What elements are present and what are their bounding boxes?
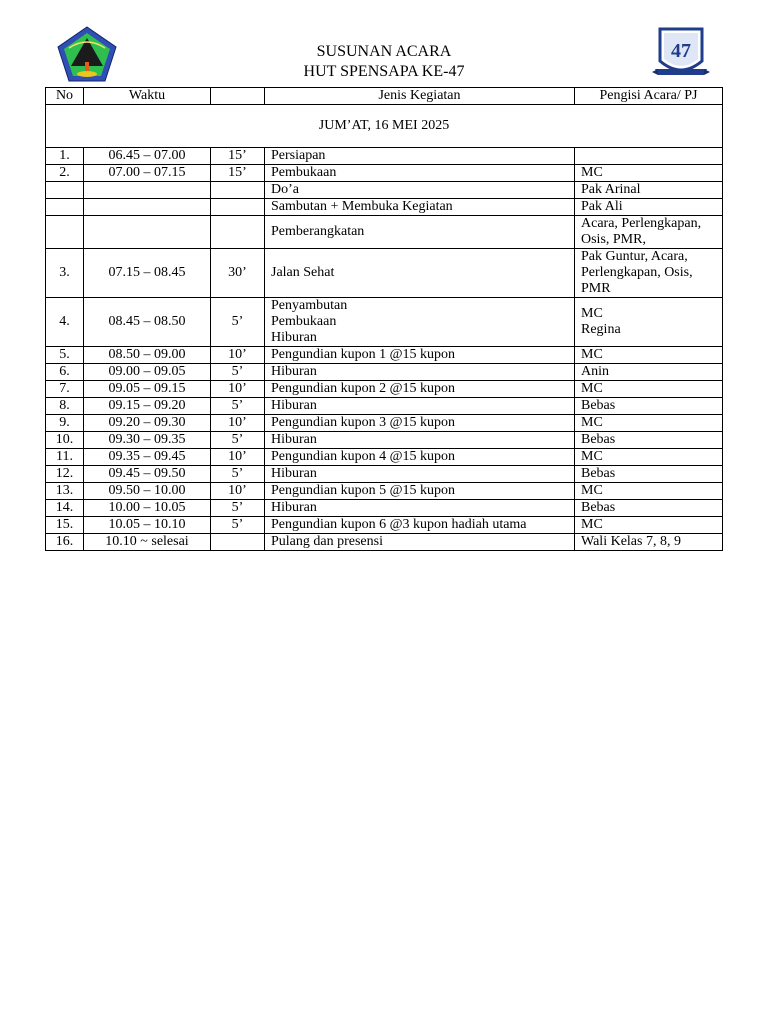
row-person-in-charge xyxy=(575,364,723,381)
row-time: 07.00 – 07.15 xyxy=(84,165,211,182)
row-activity-line: Pengundian kupon 5 @15 kupon xyxy=(271,483,455,498)
row-person-in-charge-line: Pak Guntur, Acara, xyxy=(581,249,688,264)
row-number: 14. xyxy=(46,500,84,517)
row-duration: 5’ xyxy=(211,517,265,534)
row-number: 7. xyxy=(46,381,84,398)
row-activity xyxy=(265,165,575,182)
row-activity-line: Pulang dan presensi xyxy=(271,534,383,549)
row-activity-line: Pembukaan xyxy=(271,165,337,180)
row-activity xyxy=(265,182,575,199)
row-person-in-charge-line: Bebas xyxy=(581,432,616,447)
row-activity-line: Pengundian kupon 2 @15 kupon xyxy=(271,381,455,396)
row-activity-line: Pembukaan xyxy=(271,314,337,329)
table-row xyxy=(46,148,723,165)
table-row xyxy=(46,415,723,432)
row-activity xyxy=(265,216,575,249)
row-activity-line: Do’a xyxy=(271,182,299,197)
row-activity-line: Pengundian kupon 4 @15 kupon xyxy=(271,449,455,464)
column-header-pengisi: Pengisi Acara/ PJ xyxy=(575,88,723,105)
row-number: 8. xyxy=(46,398,84,415)
row-activity xyxy=(265,398,575,415)
table-row xyxy=(46,449,723,466)
row-person-in-charge-line: Wali Kelas 7, 8, 9 xyxy=(581,534,681,549)
row-duration xyxy=(211,182,265,199)
row-time: 06.45 – 07.00 xyxy=(84,148,211,165)
row-activity-line: Sambutan + Membuka Kegiatan xyxy=(271,199,453,214)
row-activity xyxy=(265,432,575,449)
row-duration: 10’ xyxy=(211,381,265,398)
row-person-in-charge-line: MC xyxy=(581,165,603,180)
row-duration: 5’ xyxy=(211,432,265,449)
row-person-in-charge xyxy=(575,415,723,432)
logo-47-text: 47 xyxy=(671,40,691,62)
date-row xyxy=(46,105,723,148)
row-person-in-charge xyxy=(575,483,723,500)
row-person-in-charge xyxy=(575,298,723,347)
row-duration: 5’ xyxy=(211,500,265,517)
row-time: 10.10 ~ selesai xyxy=(84,534,211,551)
row-person-in-charge xyxy=(575,432,723,449)
table-row xyxy=(46,398,723,415)
row-duration: 5’ xyxy=(211,298,265,347)
row-person-in-charge-line: Regina xyxy=(581,322,621,337)
row-activity-line: Hiburan xyxy=(271,330,317,345)
table-row xyxy=(46,534,723,551)
row-duration xyxy=(211,199,265,216)
table-row xyxy=(46,381,723,398)
row-person-in-charge xyxy=(575,534,723,551)
row-activity xyxy=(265,381,575,398)
row-activity-line: Hiburan xyxy=(271,364,317,379)
row-activity-line: Penyambutan xyxy=(271,298,348,313)
column-header-waktu: Waktu xyxy=(84,88,211,105)
row-activity xyxy=(265,500,575,517)
row-activity xyxy=(265,249,575,298)
table-row xyxy=(46,182,723,199)
row-number: 13. xyxy=(46,483,84,500)
row-person-in-charge xyxy=(575,466,723,483)
row-activity xyxy=(265,364,575,381)
row-time: 09.45 – 09.50 xyxy=(84,466,211,483)
row-duration xyxy=(211,216,265,249)
row-person-in-charge xyxy=(575,347,723,364)
table-row xyxy=(46,347,723,364)
date-label: JUM’AT, 16 MEI 2025 xyxy=(46,105,723,148)
row-duration: 10’ xyxy=(211,415,265,432)
row-number: 12. xyxy=(46,466,84,483)
table-row xyxy=(46,216,723,249)
row-time: 10.00 – 10.05 xyxy=(84,500,211,517)
row-activity xyxy=(265,517,575,534)
row-duration: 10’ xyxy=(211,483,265,500)
row-time: 09.00 – 09.05 xyxy=(84,364,211,381)
row-person-in-charge-line: MC xyxy=(581,483,603,498)
document-subtitle: HUT SPENSAPA KE-47 xyxy=(303,63,465,80)
row-person-in-charge xyxy=(575,216,723,249)
table-row xyxy=(46,483,723,500)
row-number xyxy=(46,199,84,216)
document-title: SUSUNAN ACARA xyxy=(316,43,452,60)
row-person-in-charge-line: Anin xyxy=(581,364,609,379)
row-duration: 10’ xyxy=(211,347,265,364)
table-row xyxy=(46,165,723,182)
row-number: 10. xyxy=(46,432,84,449)
row-number: 9. xyxy=(46,415,84,432)
row-person-in-charge-line: MC xyxy=(581,306,603,321)
row-duration: 5’ xyxy=(211,466,265,483)
row-number: 11. xyxy=(46,449,84,466)
row-duration xyxy=(211,534,265,551)
row-activity-line: Jalan Sehat xyxy=(271,265,335,280)
table-row xyxy=(46,466,723,483)
table-header-row xyxy=(46,88,723,105)
row-person-in-charge xyxy=(575,398,723,415)
row-number xyxy=(46,216,84,249)
row-time: 07.15 – 08.45 xyxy=(84,249,211,298)
row-person-in-charge-line: MC xyxy=(581,381,603,396)
row-activity xyxy=(265,148,575,165)
row-person-in-charge-line: Pak Ali xyxy=(581,199,623,214)
row-activity xyxy=(265,298,575,347)
row-activity xyxy=(265,483,575,500)
row-activity xyxy=(265,466,575,483)
row-time: 10.05 – 10.10 xyxy=(84,517,211,534)
table-row xyxy=(46,364,723,381)
row-time: 09.15 – 09.20 xyxy=(84,398,211,415)
column-header-kegiatan: Jenis Kegiatan xyxy=(265,88,575,105)
table-row xyxy=(46,432,723,449)
row-person-in-charge-line: Bebas xyxy=(581,466,616,481)
row-duration: 30’ xyxy=(211,249,265,298)
row-number xyxy=(46,182,84,199)
row-duration: 5’ xyxy=(211,364,265,381)
row-time: 09.50 – 10.00 xyxy=(84,483,211,500)
row-activity xyxy=(265,415,575,432)
row-number: 3. xyxy=(46,249,84,298)
row-person-in-charge-line: MC xyxy=(581,415,603,430)
row-duration: 15’ xyxy=(211,165,265,182)
table-row xyxy=(46,500,723,517)
schedule-table xyxy=(45,87,723,551)
row-person-in-charge xyxy=(575,182,723,199)
row-time: 09.35 – 09.45 xyxy=(84,449,211,466)
row-activity-line: Pemberangkatan xyxy=(271,224,365,239)
row-activity-line: Pengundian kupon 6 @3 kupon hadiah utama xyxy=(271,517,527,532)
row-number: 2. xyxy=(46,165,84,182)
row-time: 09.30 – 09.35 xyxy=(84,432,211,449)
row-activity xyxy=(265,449,575,466)
row-time xyxy=(84,182,211,199)
row-person-in-charge-line: PMR xyxy=(581,281,611,296)
row-activity-line: Pengundian kupon 1 @15 kupon xyxy=(271,347,455,362)
row-time xyxy=(84,216,211,249)
row-activity-line: Hiburan xyxy=(271,398,317,413)
row-person-in-charge-line: MC xyxy=(581,517,603,532)
row-person-in-charge xyxy=(575,199,723,216)
row-person-in-charge-line: Acara, Perlengkapan, xyxy=(581,216,702,231)
row-person-in-charge xyxy=(575,381,723,398)
row-person-in-charge xyxy=(575,517,723,534)
row-duration: 5’ xyxy=(211,398,265,415)
row-number: 16. xyxy=(46,534,84,551)
column-header-no: No xyxy=(46,88,84,105)
row-person-in-charge xyxy=(575,249,723,298)
table-row xyxy=(46,199,723,216)
row-activity xyxy=(265,347,575,364)
row-time: 08.50 – 09.00 xyxy=(84,347,211,364)
row-activity-line: Persiapan xyxy=(271,148,326,163)
row-activity-line: Hiburan xyxy=(271,500,317,515)
row-number: 6. xyxy=(46,364,84,381)
row-activity xyxy=(265,199,575,216)
row-number: 5. xyxy=(46,347,84,364)
row-activity-line: Hiburan xyxy=(271,466,317,481)
table-row xyxy=(46,517,723,534)
row-time xyxy=(84,199,211,216)
row-time: 09.20 – 09.30 xyxy=(84,415,211,432)
row-person-in-charge-line: MC xyxy=(581,347,603,362)
table-row xyxy=(46,298,723,347)
row-duration: 15’ xyxy=(211,148,265,165)
row-number: 15. xyxy=(46,517,84,534)
row-time: 08.45 – 08.50 xyxy=(84,298,211,347)
table-row xyxy=(46,249,723,298)
row-activity-line: Pengundian kupon 3 @15 kupon xyxy=(271,415,455,430)
row-person-in-charge xyxy=(575,165,723,182)
row-person-in-charge-line: Bebas xyxy=(581,500,616,515)
column-header-durasi xyxy=(211,88,265,105)
row-person-in-charge-line: Bebas xyxy=(581,398,616,413)
row-person-in-charge xyxy=(575,500,723,517)
row-number: 4. xyxy=(46,298,84,347)
row-time: 09.05 – 09.15 xyxy=(84,381,211,398)
row-activity-line: Hiburan xyxy=(271,432,317,447)
row-duration: 10’ xyxy=(211,449,265,466)
row-activity xyxy=(265,534,575,551)
row-person-in-charge-line: Pak Arinal xyxy=(581,182,641,197)
row-person-in-charge-line: MC xyxy=(581,449,603,464)
row-person-in-charge xyxy=(575,449,723,466)
row-number: 1. xyxy=(46,148,84,165)
row-person-in-charge-line: Osis, PMR, xyxy=(581,232,646,247)
row-person-in-charge-line: Perlengkapan, Osis, xyxy=(581,265,693,280)
row-person-in-charge xyxy=(575,148,723,165)
